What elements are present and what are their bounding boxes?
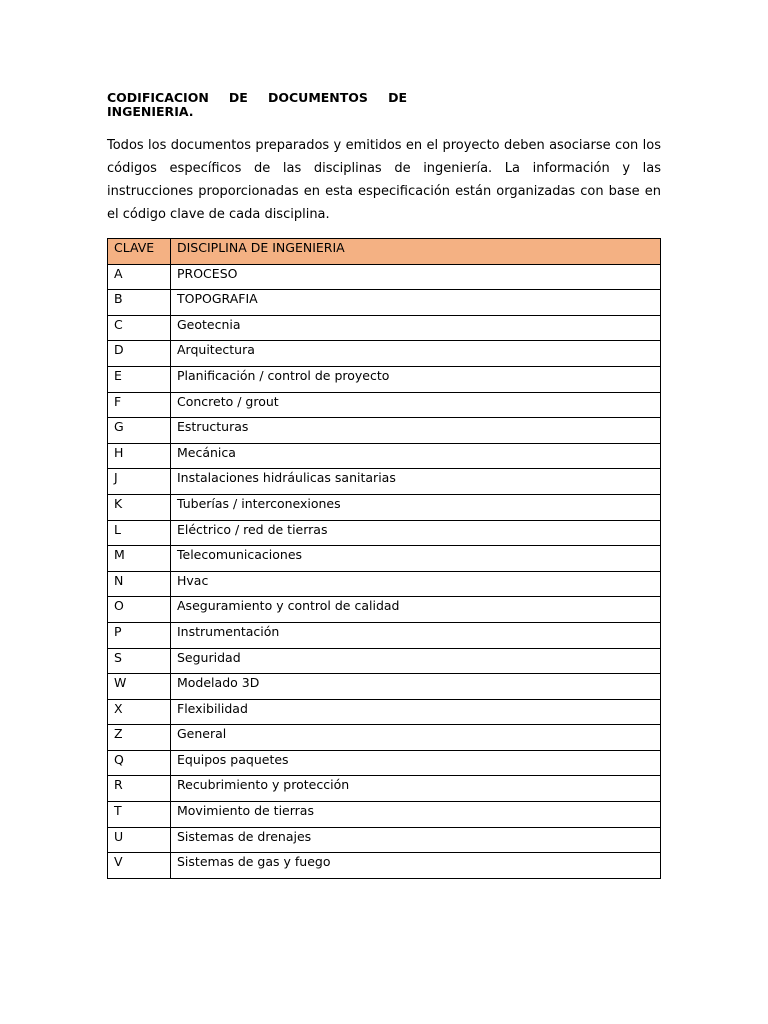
code-key-cell: L [108,520,171,546]
code-key-cell: E [108,366,171,392]
table-row [108,827,661,853]
discipline-cell: Mecánica [171,443,661,469]
code-key-cell: K [108,494,171,520]
discipline-cell: Equipos paquetes [171,750,661,776]
code-key-cell: T [108,802,171,828]
discipline-cell: Concreto / grout [171,392,661,418]
discipline-cell: General [171,725,661,751]
table-row [108,648,661,674]
discipline-cell: Arquitectura [171,341,661,367]
document-title-line-1: CODIFICACION DE DOCUMENTOS DE [107,90,407,105]
table-row [108,802,661,828]
code-key-cell: X [108,699,171,725]
table-row [108,341,661,367]
discipline-codes-table [107,238,661,879]
code-key-cell: U [108,827,171,853]
discipline-cell: Planificación / control de proyecto [171,366,661,392]
code-key-cell: W [108,674,171,700]
code-key-cell: S [108,648,171,674]
table-row [108,725,661,751]
discipline-cell: Instrumentación [171,622,661,648]
code-key-cell: V [108,853,171,879]
table-row [108,597,661,623]
code-key-cell: N [108,571,171,597]
code-key-cell: P [108,622,171,648]
document-title-line-2: INGENIERIA. [107,104,194,119]
discipline-cell: Modelado 3D [171,674,661,700]
code-key-cell: A [108,264,171,290]
table-body [108,264,661,878]
table-row [108,571,661,597]
table-row [108,264,661,290]
discipline-cell: Aseguramiento y control de calidad [171,597,661,623]
table-row [108,750,661,776]
header-clave: CLAVE [108,239,171,265]
table-row [108,776,661,802]
code-key-cell: J [108,469,171,495]
table-row [108,546,661,572]
discipline-cell: Flexibilidad [171,699,661,725]
table-row [108,392,661,418]
code-key-cell: Z [108,725,171,751]
document-page [107,91,661,879]
document-title [107,91,407,119]
discipline-cell: Hvac [171,571,661,597]
table-row [108,520,661,546]
code-key-cell: R [108,776,171,802]
discipline-cell: Recubrimiento y protección [171,776,661,802]
table-row [108,418,661,444]
table-row [108,674,661,700]
discipline-cell: Tuberías / interconexiones [171,494,661,520]
code-key-cell: Q [108,750,171,776]
code-key-cell: D [108,341,171,367]
code-key-cell: B [108,290,171,316]
discipline-cell: Telecomunicaciones [171,546,661,572]
discipline-cell: Movimiento de tierras [171,802,661,828]
discipline-cell: Sistemas de gas y fuego [171,853,661,879]
discipline-cell: Seguridad [171,648,661,674]
header-disciplina: DISCIPLINA DE INGENIERIA [171,239,661,265]
table-row [108,622,661,648]
code-key-cell: C [108,315,171,341]
discipline-cell: Instalaciones hidráulicas sanitarias [171,469,661,495]
table-header-row [108,239,661,265]
code-key-cell: H [108,443,171,469]
discipline-cell: Estructuras [171,418,661,444]
table-row [108,494,661,520]
discipline-cell: Sistemas de drenajes [171,827,661,853]
discipline-cell: PROCESO [171,264,661,290]
table-row [108,315,661,341]
discipline-cell: TOPOGRAFIA [171,290,661,316]
code-key-cell: M [108,546,171,572]
code-key-cell: O [108,597,171,623]
table-row [108,699,661,725]
intro-paragraph: Todos los documentos preparados y emitidos en el proyecto deben asociarse con los códigos específicos de las disciplinas de ingeniería. La información y las instrucciones proporcionadas en esta especificación están organizadas con base en el código clave de cada disciplina. [107,138,661,222]
discipline-cell: Geotecnia [171,315,661,341]
code-key-cell: G [108,418,171,444]
code-key-cell: F [108,392,171,418]
table-row [108,443,661,469]
discipline-cell: Eléctrico / red de tierras [171,520,661,546]
table-row [108,853,661,879]
table-row [108,290,661,316]
table-row [108,366,661,392]
table-row [108,469,661,495]
